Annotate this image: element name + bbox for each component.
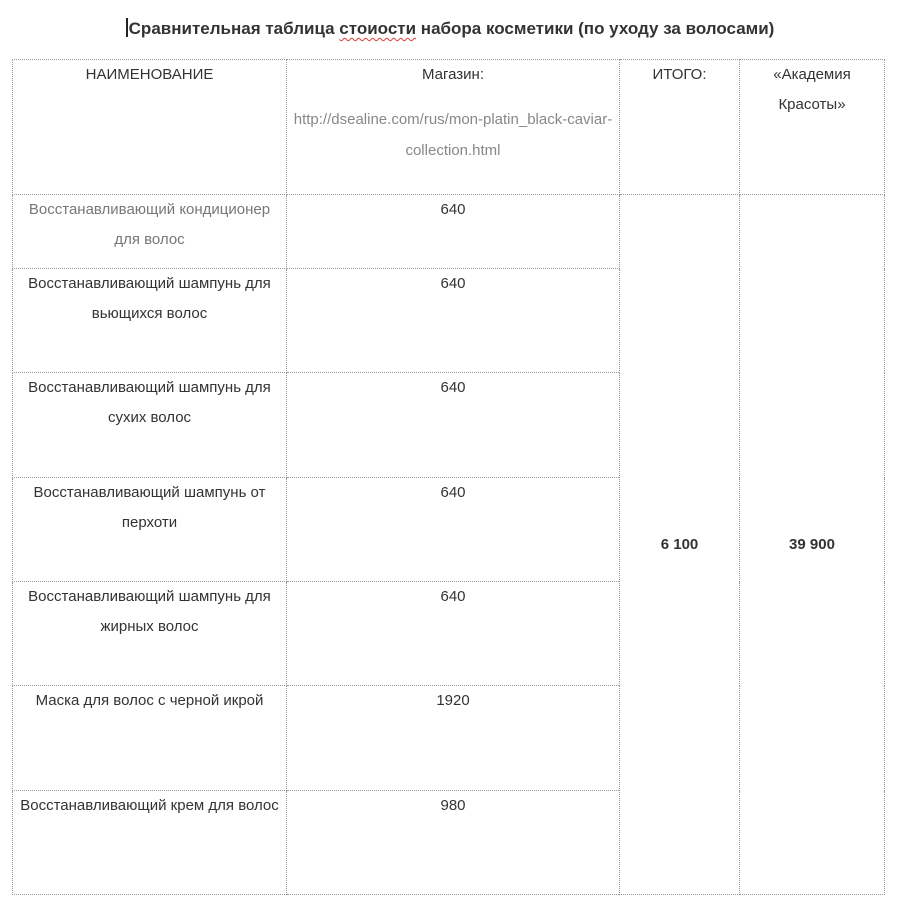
academy-value: 39 900 (789, 535, 835, 553)
header-academy-text: «Академия Красоты» (773, 66, 851, 113)
product-name-cell (13, 373, 287, 478)
header-academy (740, 60, 885, 195)
header-shop-label: Магазин: (421, 66, 485, 83)
title-misspelled-word: стоиости (339, 19, 417, 38)
academy-value-cell (740, 195, 885, 895)
product-price-cell (287, 478, 620, 582)
product-name-cell (13, 195, 287, 269)
product-name-cell (13, 686, 287, 791)
product-price: 640 (440, 201, 466, 218)
product-name: Восстанавливающий кондиционер для волос (28, 201, 271, 248)
product-price-cell (287, 373, 620, 478)
product-price-cell (287, 195, 620, 269)
table-header-row (13, 60, 885, 195)
product-name: Маска для волос с черной икрой (35, 692, 264, 709)
product-name: Восстанавливающий шампунь для вьющихся волос (28, 275, 271, 322)
header-total-text: ИТОГО: (652, 66, 707, 83)
product-price-cell (287, 791, 620, 895)
header-name (13, 60, 287, 195)
product-price-cell (287, 582, 620, 686)
title-text-end: набора косметики (по уходу за волосами) (416, 19, 775, 38)
product-price: 640 (440, 275, 466, 292)
product-price-cell (287, 686, 620, 791)
total-value: 6 100 (660, 535, 699, 553)
product-price: 640 (440, 379, 466, 396)
product-name: Восстанавливающий шампунь для жирных волос (28, 588, 271, 635)
product-price: 980 (440, 797, 466, 814)
text-cursor (126, 18, 128, 37)
product-price: 640 (440, 484, 466, 501)
product-price: 1920 (436, 692, 470, 709)
product-name-cell (13, 582, 287, 686)
table-row (13, 195, 885, 269)
header-shop (287, 60, 620, 195)
product-price-cell (287, 269, 620, 373)
product-name: Восстанавливающий шампунь от перхоти (33, 484, 266, 531)
total-value-cell (620, 195, 740, 895)
header-total (620, 60, 740, 195)
document-title (0, 18, 900, 39)
header-shop-url: http://dsealine.com/rus/mon-platin_black-caviar-collection.html (293, 111, 613, 159)
title-text-start: Сравнительная таблица (128, 19, 340, 38)
product-name: Восстанавливающий крем для волос (20, 797, 279, 814)
header-name-text: НАИМЕНОВАНИЕ (85, 66, 214, 83)
product-name: Восстанавливающий шампунь для сухих волос (28, 379, 271, 426)
product-name-cell (13, 478, 287, 582)
product-name-cell (13, 269, 287, 373)
comparison-table (12, 59, 885, 895)
product-price: 640 (440, 588, 466, 605)
product-name-cell (13, 791, 287, 895)
